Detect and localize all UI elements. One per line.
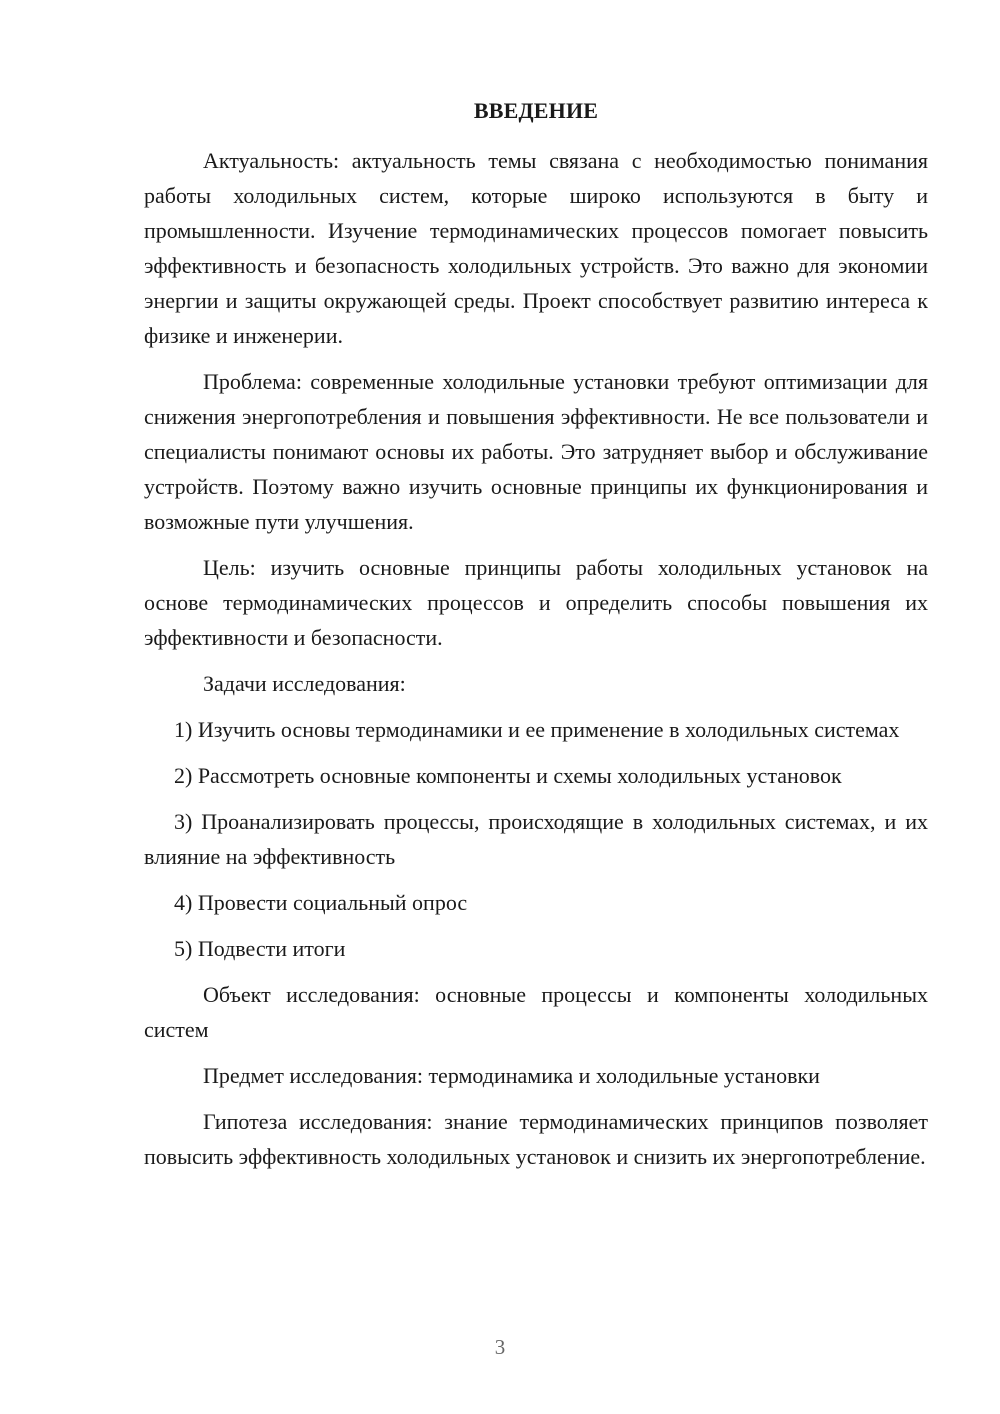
paragraph-problem: Проблема: современные холодильные установки требуют оптимизации для снижения энергопотребления и повышения эффективности. Не все пользователи и специалисты понимают основы их работы. Это затрудняет выбор и обслуживание устройств. Поэтому важно изучить основные принципы их функционирования и возможные пути улучшения.	[144, 369, 928, 534]
task-item-2: 2) Рассмотреть основные компоненты и схемы холодильных установок	[174, 763, 842, 788]
paragraph-hypothesis: Гипотеза исследования: знание термодинамических принципов позволяет повысить эффективность холодильных установок и снизить их энергопотребление.	[144, 1109, 928, 1169]
paragraph-subject: Предмет исследования: термодинамика и холодильные установки	[203, 1063, 820, 1088]
task-item-5: 5) Подвести итоги	[174, 936, 346, 961]
paragraph-goal: Цель: изучить основные принципы работы холодильных установок на основе термодинамических процессов и определить способы повышения их эффективности и безопасности.	[144, 555, 928, 650]
page-number: 3	[494, 1335, 506, 1359]
paragraph-relevance: Актуальность: актуальность темы связана с необходимостью понимания работы холодильных систем, которые широко используются в быту и промышленности. Изучение термодинамических процессов помогает повысить эффективность и безопасность холодильных устройств. Это важно для экономии энергии и защиты окружающей среды. Проект способствует развитию интереса к физике и инженерии.	[144, 148, 928, 348]
paragraph-tasks-heading: Задачи исследования:	[203, 671, 406, 696]
body-text	[144, 143, 928, 1185]
task-item-4: 4) Провести социальный опрос	[174, 890, 468, 915]
task-item-3: 3) Проанализировать процессы, происходящие в холодильных системах, и их влияние на эффективность	[144, 809, 928, 869]
task-item-1: 1) Изучить основы термодинамики и ее применение в холодильных системах	[174, 717, 900, 742]
page-title: ВВЕДЕНИЕ	[473, 98, 599, 123]
paragraph-object: Объект исследования: основные процессы и компоненты холодильных систем	[144, 982, 928, 1042]
